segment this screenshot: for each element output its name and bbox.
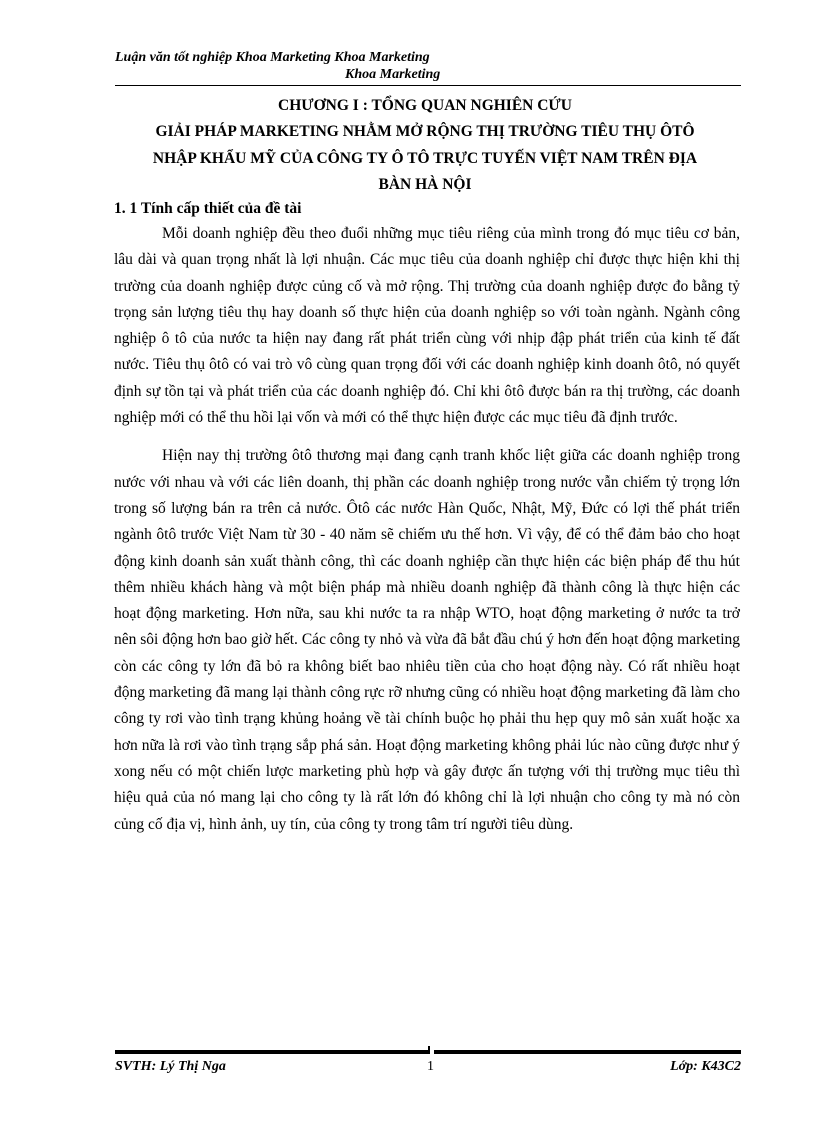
page-number: 1: [427, 1059, 434, 1074]
running-header: [115, 49, 715, 83]
page-footer: [115, 1059, 741, 1077]
section-heading: 1. 1 Tính cấp thiết của đề tài: [114, 200, 302, 217]
header-line-1: Luận văn tốt nghiệp Khoa Marketing Khoa Marketing: [115, 50, 430, 65]
paragraph-2: Hiện nay thị trường ôtô thương mại đang cạnh tranh khốc liệt giữa các doanh nghiệp trong nước với nhau và với các liên doanh, thị phần các doanh nghiệp trong nước vẫn chiếm tỷ trọng lớn trong số lượng bán ra trên cả nước. Ôtô các nước Hàn Quốc, Nhật, Mỹ, Đức có lợi thế phát triển ngành ôtô trước Việt Nam từ 30 - 40 năm sẽ chiếm ưu thế hơn. Vì vậy, để có thể đảm bảo cho hoạt động kinh doanh sản xuất thành công, thì các doanh nghiệp cần thực hiện các biện pháp để thu hút thêm nhiều khách hàng và một biện pháp mà nhiều doanh nghiệp đã thành công là thực hiện các hoạt động marketing. Hơn nữa, sau khi nước ta ra nhập WTO, hoạt động marketing ở nước ta trở nên sôi động hơn bao giờ hết. Các công ty nhỏ và vừa đã bắt đầu chú ý hơn đến hoạt động marketing còn các công ty lớn đã bỏ ra không biết bao nhiêu tiền của cho hoạt động này. Có rất nhiều hoạt động marketing đã mang lại thành công rực rỡ nhưng cũng có nhiều hoạt động marketing đã làm cho công ty rơi vào tình trạng khủng hoảng về tài chính buộc họ phải thu hẹp quy mô sản xuất hoặc xa hơn nữa là rơi vào tình trạng sắp phá sản. Hoạt động marketing không phải lúc nào cũng được như ý xong nếu có một chiến lược marketing phù hợp và gây được ấn tượng với thị trường mục tiêu thì hiệu quả của nó mang lại cho công ty là rất lớn đó không chỉ là lợi nhuận cho công ty mà nó còn củng cố địa vị, hình ảnh, uy tín, của công ty trong tâm trí người tiêu dùng.: [114, 447, 740, 833]
chapter-heading: CHƯƠNG I : TỔNG QUAN NGHIÊN CỨU: [278, 97, 572, 114]
title-line-1: GIẢI PHÁP MARKETING NHẰM MỞ RỘNG THỊ TRƯỜNG TIÊU THỤ ÔTÔ: [155, 123, 695, 141]
paragraph-1: Mỗi doanh nghiệp đều theo đuổi những mục tiêu riêng của mình trong đó mục tiêu cơ bản, lâu dài và quan trọng nhất là lợi nhuận. Các mục tiêu của doanh nghiệp chỉ được thực hiện khi thị trường của doanh nghiệp được củng cố và mở rộng. Thị trường của doanh nghiệp được đo bằng tỷ trọng sản lượng tiêu thụ hay doanh số thực hiện của doanh nghiệp so với toàn ngành. Ngành công nghiệp ô tô của nước ta hiện nay đang rất phát triển cùng với nhịp đập phát triển của kinh tế đất nước. Tiêu thụ ôtô có vai trò vô cùng quan trọng đối với các doanh nghiệp kinh doanh ôtô, nó quyết định sự tồn tại và phát triển của các doanh nghiệp đó. Chỉ khi ôtô được bán ra thị trường, các doanh nghiệp mới có thể thu hồi lại vốn và mới có thể thực hiện được các mục tiêu đã định trước.: [114, 225, 740, 427]
footer-class-code: Lớp: K43C2: [670, 1059, 741, 1074]
title-line-2: NHẬP KHẨU MỸ CỦA CÔNG TY Ô TÔ TRỰC TUYẾN VIỆT NAM TRÊN ĐỊA: [152, 149, 698, 167]
footer-divider-mark: [428, 1046, 430, 1054]
header-line-2: Khoa Marketing: [345, 67, 441, 82]
footer-divider-right: [434, 1050, 741, 1054]
header-divider: [115, 85, 741, 86]
footer-author: SVTH: Lý Thị Nga: [115, 1059, 226, 1074]
title-line-3: BÀN HÀ NỘI: [378, 175, 472, 193]
chapter-title: [108, 93, 742, 198]
footer-divider-left: [115, 1050, 428, 1054]
body-text: [114, 221, 740, 838]
